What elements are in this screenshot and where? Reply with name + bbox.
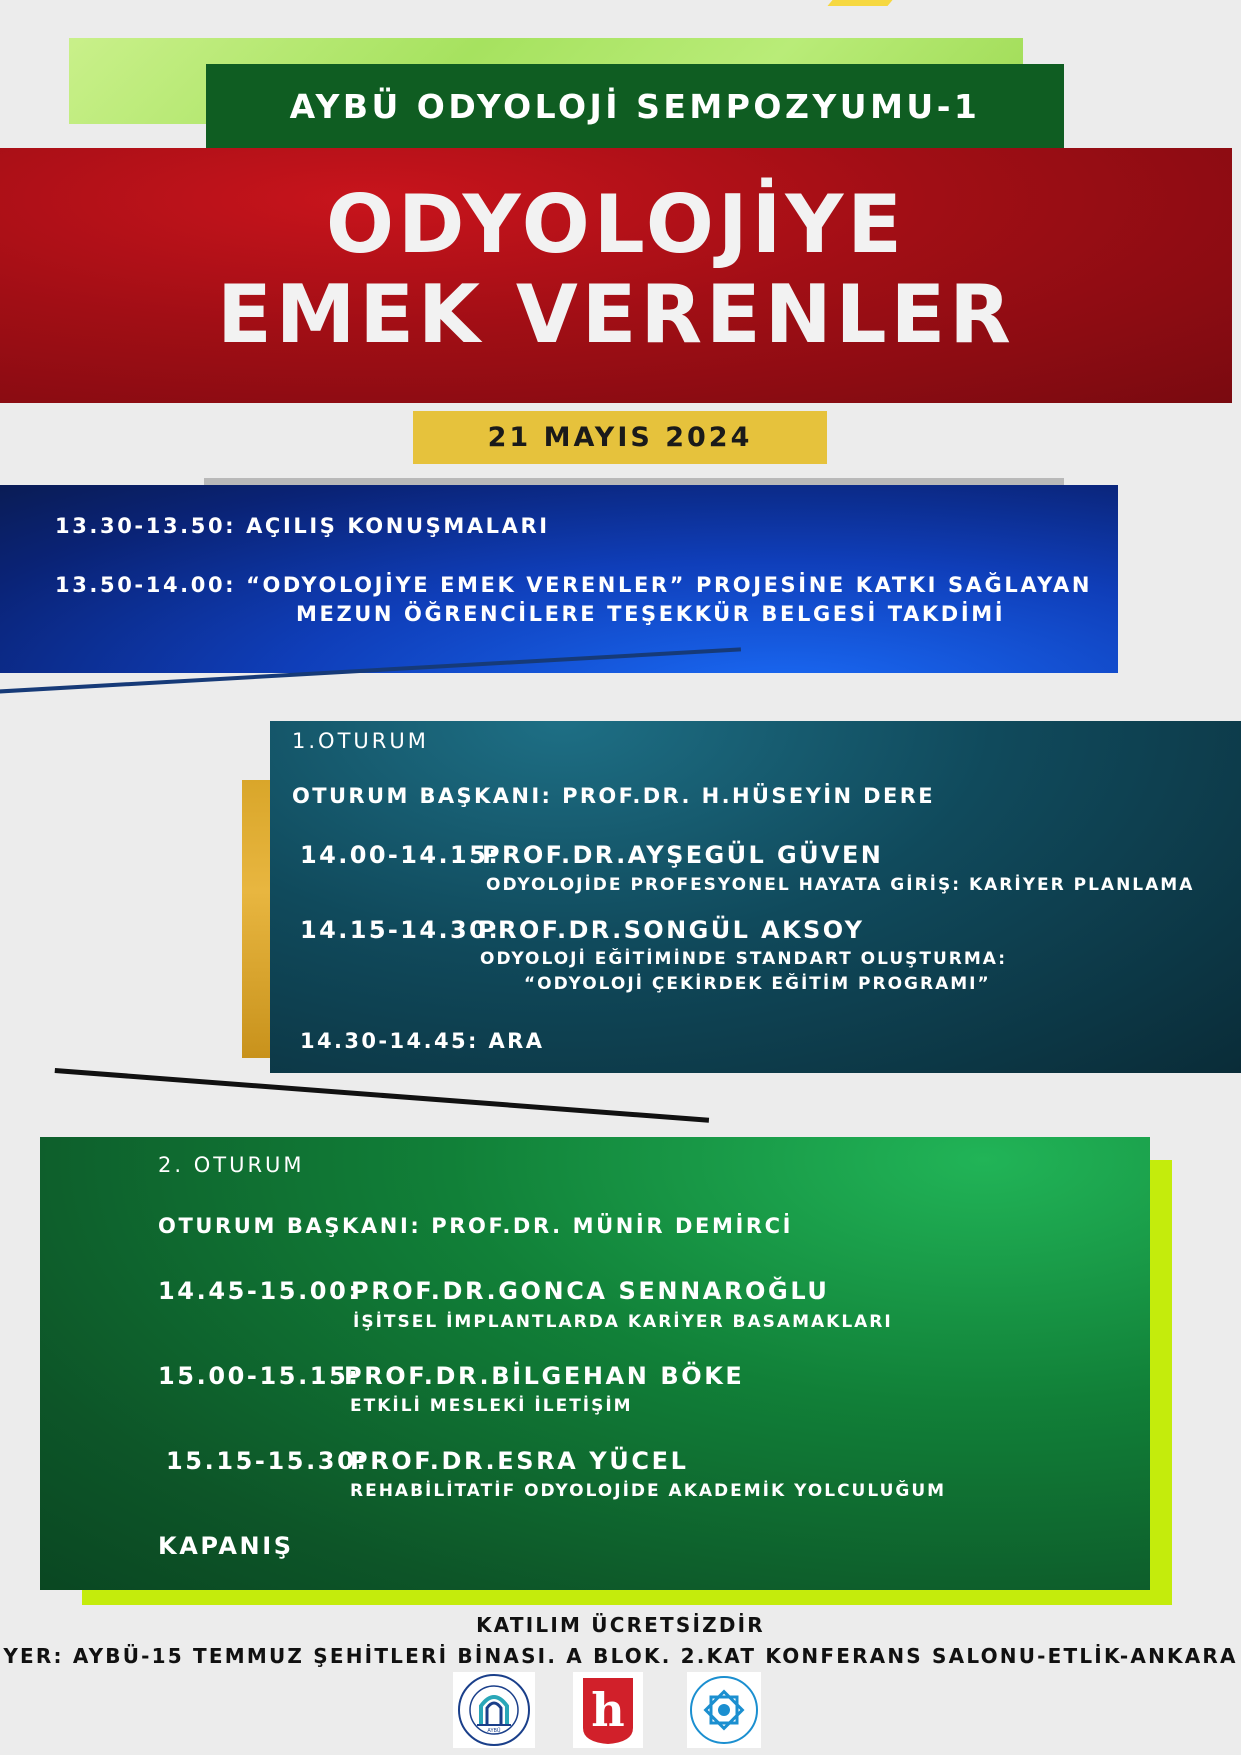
corner-decoration <box>827 0 892 6</box>
hacettepe-logo <box>573 1672 643 1748</box>
session-2-closing: KAPANIŞ <box>158 1532 294 1560</box>
session-2-talk-3-title: REHABİLİTATİF ODYOLOJİDE AKADEMİK YOLCULUĞUM <box>350 1481 947 1501</box>
session-2-talk-3-speaker: PROF.DR.ESRA YÜCEL <box>350 1447 689 1475</box>
event-date: 21 MAYIS 2024 <box>487 422 753 453</box>
aybu-logo-abbr: AYBÜ <box>487 1728 501 1734</box>
opening-item-2-line2: MEZUN ÖĞRENCİLERE TEŞEKKÜR BELGESİ TAKDİMİ <box>296 602 1006 626</box>
main-title-line1: ODYOLOJİYE <box>326 178 906 271</box>
session-2-talk-2-time: 15.00-15.15: <box>158 1362 361 1390</box>
hacettepe-logo-letter: h <box>591 1683 625 1737</box>
session-1-talk-2-title-line2: “ODYOLOJİ ÇEKİRDEK EĞİTİM PROGRAMI” <box>524 974 991 994</box>
session-2-talk-2-speaker: PROF.DR.BİLGEHAN BÖKE <box>344 1362 745 1390</box>
lokman-hekim-logo <box>687 1672 761 1748</box>
session-1-talk-1-title: ODYOLOJİDE PROFESYONEL HAYATA GİRİŞ: KARİYER PLANLAMA <box>486 875 1195 895</box>
session-1-label: 1.OTURUM <box>292 729 429 753</box>
session-2-talk-2-title: ETKİLİ MESLEKİ İLETİŞİM <box>350 1396 633 1416</box>
session-1-talk-2-time: 14.15-14.30: <box>300 916 501 944</box>
free-participation-note: KATILIM ÜCRETSİZDİR <box>476 1613 765 1637</box>
main-title <box>0 180 1232 360</box>
session-2-talk-1-speaker: PROF.DR.GONCA SENNAROĞLU <box>351 1277 830 1305</box>
session-1-talk-2-title-line1: ODYOLOJİ EĞİTİMİNDE STANDART OLUŞTURMA: <box>480 949 1008 969</box>
session-1-talk-2-speaker: PROF.DR.SONGÜL AKSOY <box>478 916 865 944</box>
symposium-banner <box>206 64 1064 148</box>
session-1 <box>270 721 1241 1073</box>
session-1-break: 14.30-14.45: ARA <box>300 1029 545 1053</box>
session-2-talk-1-time: 14.45-15.00: <box>158 1277 361 1305</box>
opening-item-2-line1: 13.50-14.00: “ODYOLOJİYE EMEK VERENLER” PROJESİNE KATKI SAĞLAYAN <box>55 573 1093 597</box>
session-1-chair: OTURUM BAŞKANI: PROF.DR. H.HÜSEYİN DERE <box>292 784 936 808</box>
session-2 <box>40 1137 1150 1590</box>
session-2-talk-1-title: İŞİTSEL İMPLANTLARDA KARİYER BASAMAKLARI <box>353 1312 893 1332</box>
session-2-chair: OTURUM BAŞKANI: PROF.DR. MÜNİR DEMİRCİ <box>158 1214 794 1238</box>
main-title-line2: EMEK VERENLER <box>217 268 1015 361</box>
date-badge <box>413 411 827 464</box>
opening-section <box>0 485 1118 673</box>
session-2-label: 2. OTURUM <box>158 1153 305 1177</box>
black-divider-line <box>55 1068 709 1123</box>
main-title-banner <box>0 148 1232 403</box>
session-2-talk-3-time: 15.15-15.30: <box>166 1447 369 1475</box>
venue-info: YER: AYBÜ-15 TEMMUZ ŞEHİTLERİ BİNASI. A BLOK. 2.KAT KONFERANS SALONU-ETLİK-ANKARA <box>3 1644 1238 1668</box>
opening-item-1: 13.30-13.50: AÇILIŞ KONUŞMALARI <box>55 514 550 538</box>
symposium-name: AYBÜ ODYOLOJİ SEMPOZYUMU-1 <box>289 86 981 126</box>
session-1-talk-1-time: 14.00-14.15: <box>300 841 501 869</box>
session-1-talk-1-speaker: PROF.DR.AYŞEGÜL GÜVEN <box>482 841 884 869</box>
aybu-logo <box>453 1672 535 1748</box>
